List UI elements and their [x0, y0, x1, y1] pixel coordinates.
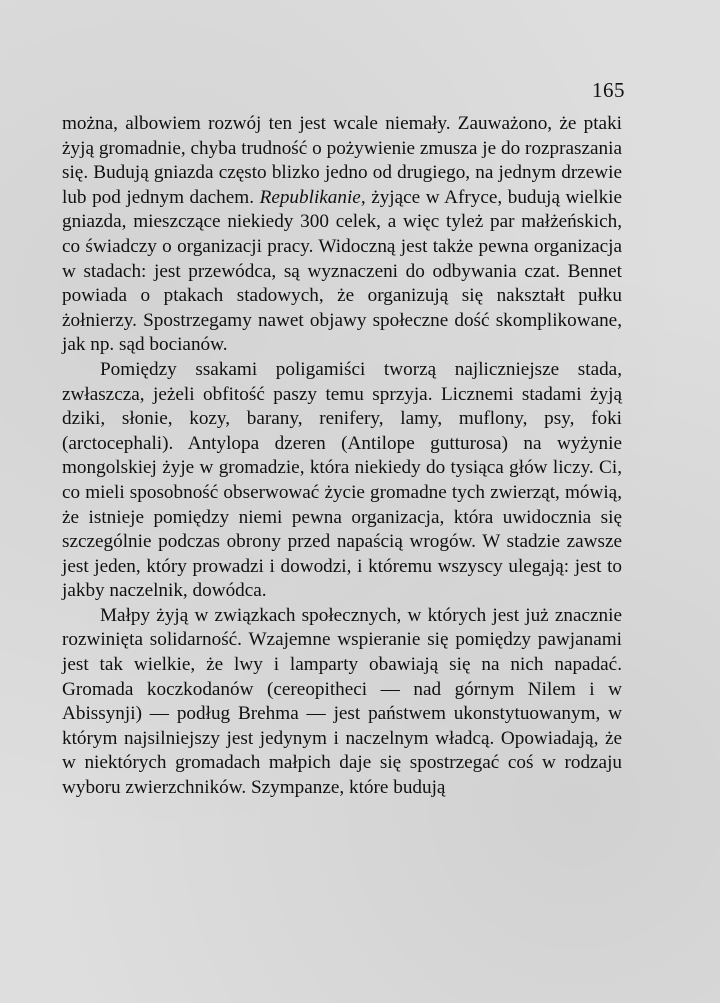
page-number: 165 — [592, 78, 625, 102]
body-text — [62, 112, 622, 801]
paragraph-1-run-1: można, albowiem rozwój ten jest wcale niemały. Zauważono, że ptaki żyją gromadnie, chyba trudność o pożywienie zmusza je do rozpraszania się. Budują gniazda często blizko jedno od drugiego, na jednym drzewie lub pod jednym dachem. — [62, 113, 622, 208]
paragraph-2: Pomiędzy ssakami poligamiści tworzą najliczniejsze stada, zwłaszcza, jeżeli obfitość paszy temu sprzyja. Licznemi stadami żyją dziki, słonie, kozy, barany, renifery, lamy, muflony, psy, foki (arctocephali). Antylopa dzeren (Antilope gutturosa) na wyżynie mongolskiej żyje w gromadzie, która niekiedy do tysiąca głów liczy. Ci, co mieli sposobność obserwować życie gromadne tych zwierząt, mówią, że istnieje pomiędzy niemi pewna organizacja, która uwidocznia się szczególnie podczas obrony przed napaścią wrogów. W stadzie zawsze jest jeden, który prowadzi i dowodzi, i któremu wszyscy ulegają: jest to jakby naczelnik, dowódca. — [62, 358, 622, 602]
paragraph-1-run-2: , żyjące w Afryce, budują wielkie gniazda, mieszczące niekiedy 300 celek, a więc tyleż par małżeńskich, co świadczy o organizacji pracy. Widoczną jest także pewna organizacja w stadach: jest przewódca, są wyznaczeni do odbywania czat. Bennet powiada o ptakach stadowych, że organizują się nakształt pułku żołnierzy. Spostrzegamy nawet objawy społeczne dość skomplikowane, jak np. sąd bocianów. — [62, 186, 623, 356]
italic-term-republikanie: Republikanie — [259, 186, 361, 208]
paragraph-1 — [62, 112, 622, 358]
paragraph-3: Małpy żyją w związkach społecznych, w których jest już znacznie rozwinięta solidarność. Wzajemne wspieranie się pomiędzy pawjanami jest tak wielkie, że lwy i lamparty obawiają się na nich napadać. Gromada koczkodanów (cereopitheci — nad górnym Nilem i w Abissynji) — podług Brehma — jest państwem ukonstytuowanym, w którym najsilniejszy jest jedynym i naczelnym władcą. Opowiadają, że w niektórych gromadach małpich daje się spostrzegać coś w rodzaju wyboru zwierzchników. Szympanze, które budują — [62, 604, 622, 799]
